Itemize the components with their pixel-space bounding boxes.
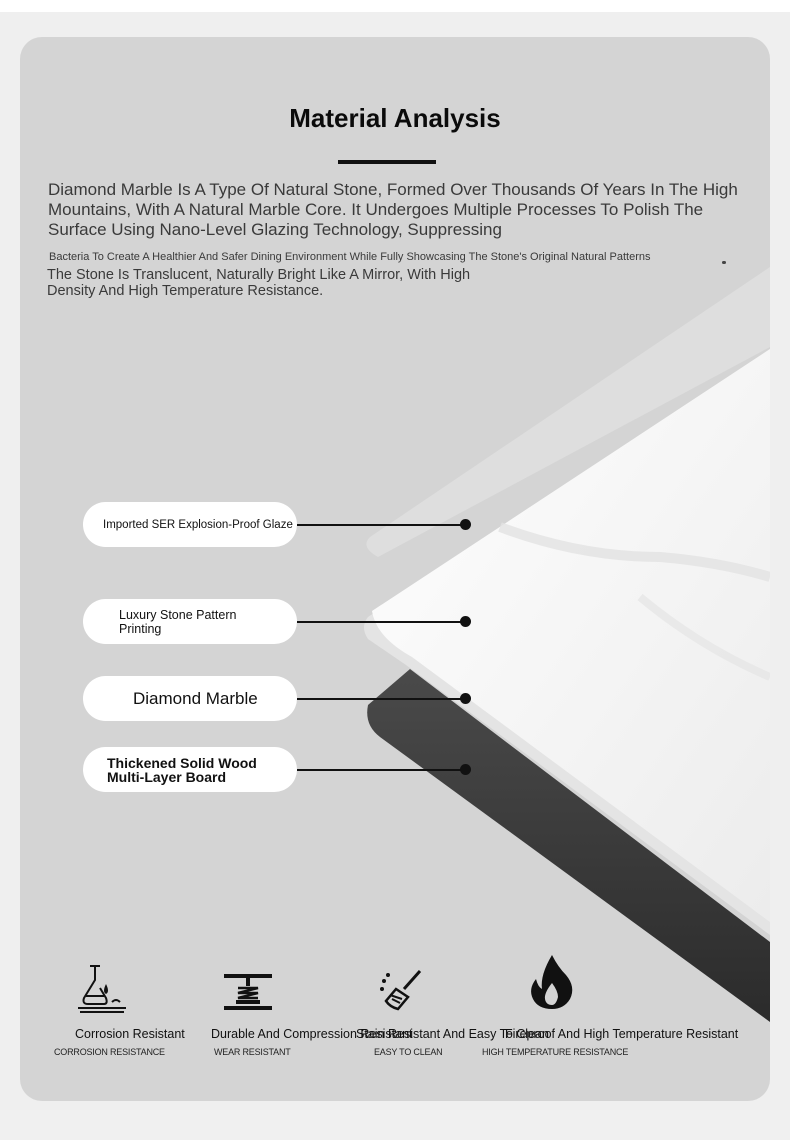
connector-dot [460,693,471,704]
feature-sub-stain: EASY TO CLEAN [374,1047,443,1057]
connector-dot [460,764,471,775]
broom-icon [378,967,424,1013]
layer-label-text: Diamond Marble [133,688,258,708]
layer-label-glaze [83,502,297,547]
feature-sub-corrosion: CORROSION RESISTANCE [54,1047,165,1057]
feature-sub-fireproof: HIGH TEMPERATURE RESISTANCE [482,1047,629,1057]
connector-line [297,524,465,526]
description-sub: The Stone Is Translucent, Naturally Bright Like A Mirror, With High Density And High Temperature Resistance. [47,267,471,299]
layer-label-pattern-printing [83,599,297,644]
page-title: Material Analysis [289,103,501,133]
feature-label-corrosion: Corrosion Resistant [75,1027,185,1041]
layer-label-diamond-marble [83,676,297,721]
connector-line [297,698,465,700]
top-strip [0,0,790,12]
layer-label-text: Imported SER Explosion-Proof Glaze [103,518,293,531]
flame-icon [528,953,576,1011]
description-main: Diamond Marble Is A Type Of Natural Stone, Formed Over Thousands Of Years In The High Mountains, With A Natural Marble Core. It Undergoes Multiple Processes To Polish The Surface Using Nano-Level Glazing Technology, Suppressing [48,180,738,239]
bottom-strip [0,1110,790,1140]
layer-label-text: Luxury Stone Pattern Printing [119,607,237,636]
layer-label-wood-board [83,747,297,792]
connector-line [297,621,465,623]
marker-dot [722,261,726,264]
connector-line [297,769,465,771]
layer-label-text: Thickened Solid Wood Multi-Layer Board [107,754,257,785]
connector-dot [460,616,471,627]
feature-label-durable: Durable And Compression Resistant [211,1027,413,1041]
material-panel [20,37,770,1101]
press-icon [222,972,274,1012]
connector-dot [460,519,471,530]
feature-label-fireproof: Fireproof And High Temperature Resistant [505,1027,739,1041]
flask-icon [76,964,128,1014]
feature-label-stain: Stain Resistant And Easy To Clean [356,1027,549,1041]
feature-sub-durable: WEAR RESISTANT [214,1047,291,1057]
description-small: Bacteria To Create A Healthier And Safer Dining Environment While Fully Showcasing The Stone's Original Natural Patterns [49,251,651,263]
title-underline [338,160,436,164]
